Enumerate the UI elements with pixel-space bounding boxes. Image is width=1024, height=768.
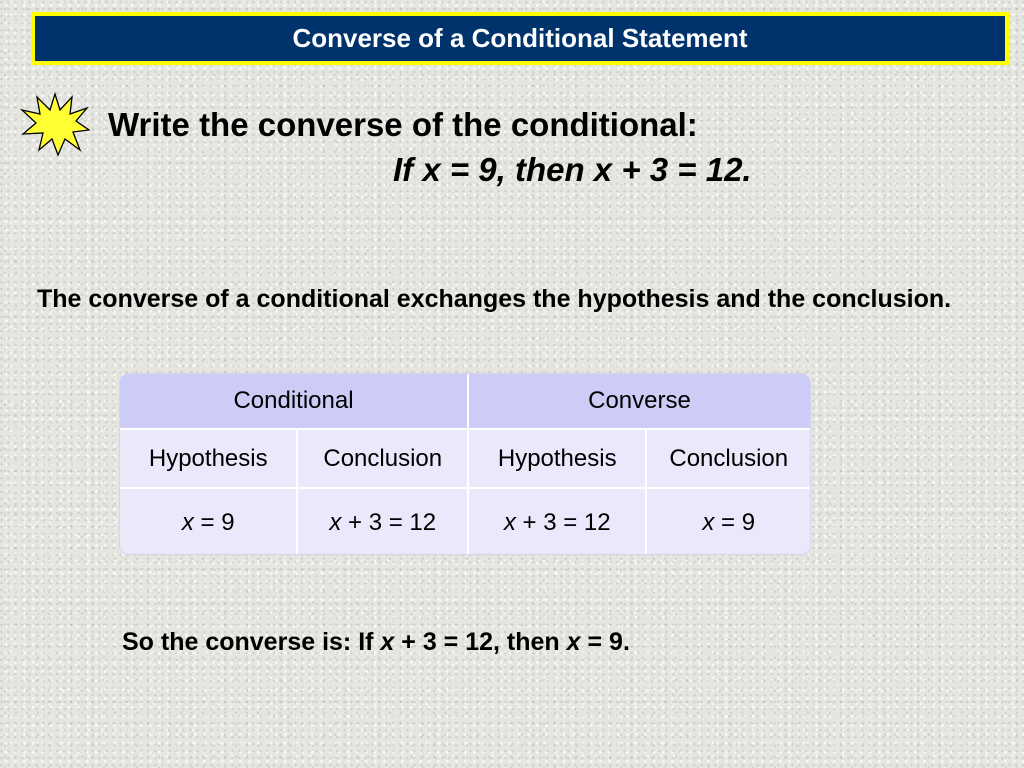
prompt-text: Write the converse of the conditional: — [108, 106, 698, 143]
math-variable: x — [566, 628, 581, 656]
data-cell — [647, 489, 810, 555]
subheader-cell: Hypothesis — [120, 430, 298, 487]
conclusion-text — [122, 628, 630, 657]
slide-title: Converse of a Conditional Statement — [35, 16, 1005, 61]
comparison-table — [119, 373, 811, 555]
explanation-text: The converse of a conditional exchanges the hypothesis and the conclusion. — [37, 285, 952, 313]
table-data-row — [120, 487, 810, 555]
table-subheader-row — [120, 428, 810, 487]
math-variable: x — [380, 628, 395, 656]
math-variable: x — [702, 508, 715, 536]
conclusion-part: So the converse is: If — [122, 628, 381, 656]
title-banner — [31, 12, 1009, 65]
math-variable: x — [329, 508, 342, 536]
header-conditional: Conditional — [120, 374, 469, 428]
math-expression: = 9 — [714, 508, 756, 536]
conditional-statement: If x = 9, then x + 3 = 12. — [393, 151, 752, 188]
conclusion-part: + 3 = 12, then — [394, 628, 567, 656]
subheader-cell: Hypothesis — [469, 430, 647, 487]
math-expression: = 9 — [193, 508, 235, 536]
subheader-cell: Conclusion — [669, 444, 789, 472]
table-header-row — [120, 374, 810, 428]
data-cell — [120, 489, 298, 555]
header-converse: Converse — [588, 387, 691, 414]
math-variable: x — [503, 508, 516, 536]
data-cell — [298, 489, 469, 555]
background-gridline — [0, 350, 1024, 351]
subheader-cell: Conclusion — [298, 430, 469, 487]
math-variable: x — [181, 508, 194, 536]
math-expression: + 3 = 12 — [515, 508, 611, 536]
conclusion-part: = 9. — [580, 628, 630, 656]
data-cell — [469, 489, 647, 555]
math-expression: + 3 = 12 — [341, 508, 437, 536]
starburst-icon — [20, 92, 90, 156]
